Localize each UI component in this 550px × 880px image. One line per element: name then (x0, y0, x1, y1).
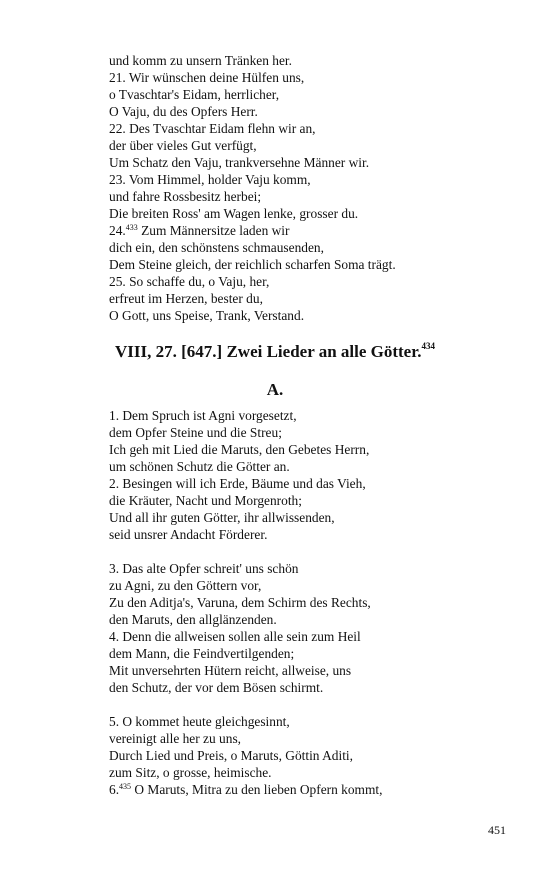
verse-line (109, 645, 509, 662)
page-number: 451 (488, 823, 506, 837)
section-subheading: A. (266, 380, 284, 399)
verse-line-text: Und all ihr guten Götter, ihr allwissenden, (109, 510, 335, 525)
verse-line-text: Zum Männersitze laden wir (137, 223, 290, 238)
verse-line (109, 86, 509, 103)
verse-line-text: dem Opfer Steine und die Streu; (109, 425, 282, 440)
verse-line-text: 2. Besingen will ich Erde, Bäume und das Vieh, (109, 476, 366, 491)
verse-line (109, 188, 509, 205)
verse-line-text: zu Agni, zu den Göttern vor, (109, 578, 262, 593)
verse-line-text: zum Sitz, o grosse, heimische. (109, 765, 272, 780)
verse-line (109, 730, 509, 747)
verse-line (109, 137, 509, 154)
verse-line-text: Mit unversehrten Hütern reicht, allweise, uns (109, 663, 352, 678)
section-heading-text: VIII, 27. [647.] Zwei Lieder an alle Götter. (115, 342, 422, 361)
verse-line (109, 560, 509, 577)
verse-line-text: Durch Lied und Preis, o Maruts, Göttin Aditi, (109, 748, 353, 763)
verse-line-text: 3. Das alte Opfer schreit' uns schön (109, 561, 299, 576)
verse-line-text: den Schutz, der vor dem Bösen schirmt. (109, 680, 324, 695)
verse-line (109, 781, 509, 798)
verse-line (109, 239, 509, 256)
verse-line-text: 6. (109, 782, 120, 797)
verse-line (109, 222, 509, 239)
verse-line (109, 273, 509, 290)
verse-line-text: 1. Dem Spruch ist Agni vorgesetzt, (109, 408, 297, 423)
footnote-marker: 435 (119, 782, 132, 791)
verse-line (109, 526, 509, 543)
verse-line-text: und komm zu unsern Tränken her. (109, 53, 292, 68)
verse-line (109, 628, 509, 645)
verse-line-text: dem Mann, die Feindvertilgenden; (109, 646, 295, 661)
verse-line (109, 441, 509, 458)
verse-line (109, 205, 509, 222)
verse-line (109, 492, 509, 509)
verse-line-text: den Maruts, den allglänzenden. (109, 612, 277, 627)
verse-line-text: O Maruts, Mitra zu den lieben Opfern kommt, (131, 782, 383, 797)
verse-line-text: 22. Des Tvaschtar Eidam flehn wir an, (109, 121, 316, 136)
verse-line (109, 509, 509, 526)
verse-line-text: Ich geh mit Lied die Maruts, den Gebetes Herrn, (109, 442, 370, 457)
verse-line (109, 764, 509, 781)
verse-line (109, 407, 509, 424)
verse-line (109, 120, 509, 137)
stanza-gap (109, 543, 509, 560)
footnote-marker: 434 (421, 341, 435, 351)
verse-line-text: um schönen Schutz die Götter an. (109, 459, 290, 474)
section-heading (0, 341, 550, 363)
verse-line (109, 662, 509, 679)
verse-line (109, 475, 509, 492)
footnote-marker: 433 (125, 223, 138, 232)
verse-line (109, 290, 509, 307)
verse-line (109, 424, 509, 441)
verse-line-text: 21. Wir wünschen deine Hülfen uns, (109, 70, 305, 85)
verse-line-text: dich ein, den schönstens schmausenden, (109, 240, 324, 255)
verse-line (109, 103, 509, 120)
verse-line (109, 594, 509, 611)
verse-line (109, 747, 509, 764)
verse-line (109, 577, 509, 594)
verse-line-text: 23. Vom Himmel, holder Vaju komm, (109, 172, 311, 187)
verse-line-text: und fahre Rossbesitz herbei; (109, 189, 262, 204)
verse-line-text: Dem Steine gleich, der reichlich scharfen Soma trägt. (109, 257, 396, 272)
verse-line-text: erfreut im Herzen, bester du, (109, 291, 263, 306)
verse-line (109, 679, 509, 696)
verse-line-text: 5. O kommet heute gleichgesinnt, (109, 714, 290, 729)
verse-line (109, 52, 509, 69)
verse-block-body (109, 407, 509, 798)
verse-line (109, 69, 509, 86)
verse-line (109, 713, 509, 730)
verse-line-text: seid unsrer Andacht Förderer. (109, 527, 268, 542)
verse-line-text: 4. Denn die allweisen sollen alle sein zum Heil (109, 629, 361, 644)
verse-line-text: Um Schatz den Vaju, trankversehne Männer wir. (109, 155, 370, 170)
verse-line-text: O Gott, uns Speise, Trank, Verstand. (109, 308, 305, 323)
verse-line-text: 24. (109, 223, 126, 238)
verse-line-text: 25. So schaffe du, o Vaju, her, (109, 274, 270, 289)
verse-line-text: O Vaju, du des Opfers Herr. (109, 104, 258, 119)
verse-line (109, 256, 509, 273)
stanza-gap (109, 696, 509, 713)
verse-line-text: vereinigt alle her zu uns, (109, 731, 241, 746)
verse-line-text: Zu den Aditja's, Varuna, dem Schirm des Rechts, (109, 595, 371, 610)
verse-line-text: Die breiten Ross' am Wagen lenke, grosser du. (109, 206, 359, 221)
verse-line (109, 307, 509, 324)
verse-line (109, 154, 509, 171)
verse-line (109, 458, 509, 475)
verse-line-text: o Tvaschtar's Eidam, herrlicher, (109, 87, 280, 102)
verse-line-text: der über vieles Gut verfügt, (109, 138, 257, 153)
verse-line (109, 171, 509, 188)
verse-line-text: die Kräuter, Nacht und Morgenroth; (109, 493, 302, 508)
verse-block-top (109, 52, 509, 324)
verse-line (109, 611, 509, 628)
